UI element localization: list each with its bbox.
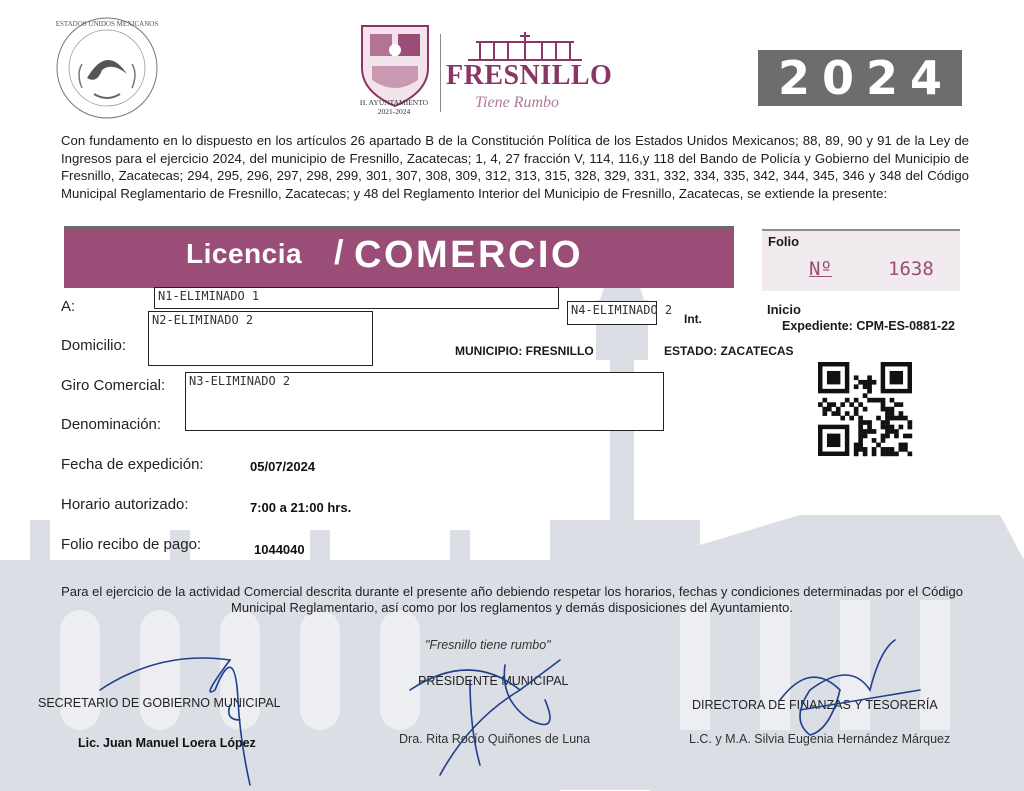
inicio-label: Inicio bbox=[767, 302, 801, 317]
horario-value: 7:00 a 21:00 hrs. bbox=[250, 500, 352, 515]
redacted-address-box: N2-ELIMINADO 2 bbox=[148, 311, 373, 366]
directora-title: DIRECTORA DE FINANZAS Y TESORERÍA bbox=[692, 698, 938, 712]
redacted-name-box: N1-ELIMINADO 1 bbox=[154, 287, 559, 309]
folio-number: 1638 bbox=[888, 258, 934, 280]
estado-field: ESTADO: ZACATECAS bbox=[664, 344, 794, 358]
folio-no-symbol: Nº bbox=[809, 258, 832, 280]
qr-code-icon bbox=[818, 362, 912, 458]
ayuntamiento-caption bbox=[348, 98, 440, 116]
fecha-expedicion-label: Fecha de expedición: bbox=[61, 456, 204, 473]
folio-title: Folio bbox=[768, 234, 800, 249]
horario-label: Horario autorizado: bbox=[61, 496, 189, 513]
license-banner-slash: / bbox=[334, 234, 344, 272]
legal-basis-paragraph: Con fundamento en lo dispuesto en los artículos 26 apartado B de la Constitución Política de los Estados Unidos Mexicanos; 88, 89, 90 y 91 de la Ley de Ingresos para el ejercicio 2024, del municipio de Fresnillo, Zacatecas; 1, 4, 27 fracción V, 114, 116,y 118 del Bando de Policía y Gobierno del Municipio de Fresnillo, Zacatecas; 294, 295, 296, 297, 298, 299, 301, 307, 308, 309, 312, 313, 315, 328, 329, 331, 332, 334, 335, 342, 344, 345, 346 y 348 del Código Municipal Reglamentario de Fresnillo, Zacatecas; y 48 del Reglamento Interior del Municipio de Fresnillo, Zacatecas, se extiende la presente: bbox=[61, 133, 969, 201]
header-divider bbox=[440, 34, 441, 112]
seal-text: ESTADOS UNIDOS MEXICANOS bbox=[55, 20, 159, 28]
slogan: "Fresnillo tiene rumbo" bbox=[425, 638, 551, 652]
ayuntamiento-caption-line1: H. AYUNTAMIENTO bbox=[359, 98, 429, 107]
giro-comercial-label: Giro Comercial: bbox=[61, 377, 166, 394]
municipio-field: MUNICIPIO: FRESNILLO bbox=[455, 344, 594, 358]
presidente-name: Dra. Rita Rocío Quiñones de Luna bbox=[399, 732, 591, 746]
ayuntamiento-shield-icon bbox=[356, 22, 434, 110]
expediente-number: Expediente: CPM-ES-0881-22 bbox=[782, 319, 955, 333]
folio-recibo-value: 1044040 bbox=[254, 542, 305, 557]
folio-recibo-label: Folio recibo de pago: bbox=[61, 536, 202, 553]
domicilio-label: Domicilio: bbox=[61, 337, 127, 354]
brand-tagline: Tiene Rumbo bbox=[475, 94, 559, 111]
int-label: Int. bbox=[684, 312, 702, 326]
license-type: COMERCIO bbox=[354, 234, 583, 276]
year-badge: 2024 bbox=[758, 50, 962, 106]
closing-paragraph: Para el ejercicio de la actividad Comercial descrita durante el presente año debiendo respetar los horarios, fechas y condiciones determinadas por el Código Municipal Reglamentario, así como por los reglamentos y demás disposiciones del Ayuntamiento. bbox=[61, 584, 963, 615]
secretario-name: Lic. Juan Manuel Loera López bbox=[78, 736, 256, 750]
denominacion-label: Denominación: bbox=[61, 416, 162, 433]
fecha-expedicion-value: 05/07/2024 bbox=[250, 459, 316, 474]
license-banner-label: Licencia bbox=[186, 238, 303, 269]
redacted-number-box: N4-ELIMINADO 2 bbox=[567, 301, 657, 325]
redacted-business-box: N3-ELIMINADO 2 bbox=[185, 372, 664, 431]
directora-name: L.C. y M.A. Silvia Eugenia Hernández Márquez bbox=[689, 732, 951, 746]
ayuntamiento-caption-line2: 2021-2024 bbox=[377, 107, 411, 116]
secretario-title: SECRETARIO DE GOBIERNO MUNICIPAL bbox=[38, 696, 281, 710]
brand-name: FRESNILLO bbox=[446, 60, 613, 91]
presidente-title: PRESIDENTE MUNICIPAL bbox=[418, 674, 569, 688]
a-label: A: bbox=[61, 298, 76, 315]
mexican-coat-of-arms-icon bbox=[52, 14, 162, 122]
